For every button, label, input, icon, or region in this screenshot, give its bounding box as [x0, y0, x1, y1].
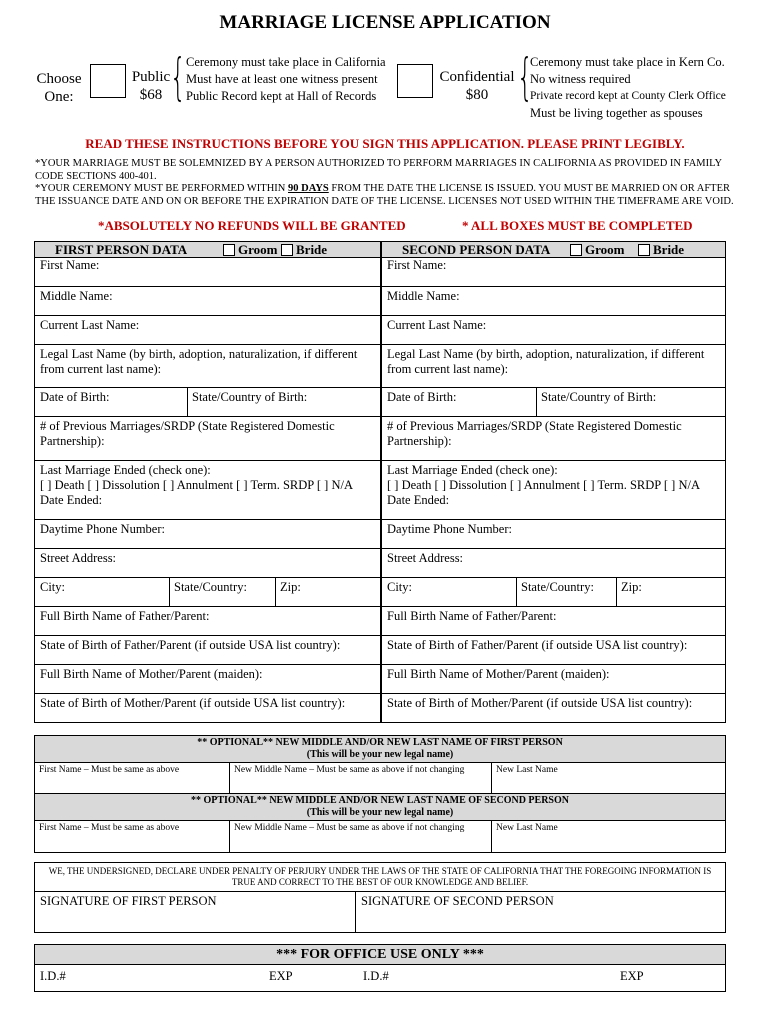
optional-name-section: [34, 735, 726, 853]
street-field-2[interactable]: Street Address:: [380, 549, 725, 577]
phone-row: [35, 520, 725, 549]
optional-subtitle: (This will be your new legal name): [306, 749, 454, 760]
public-bullets: [186, 54, 396, 105]
mother-name-field-2[interactable]: Full Birth Name of Mother/Parent (maiden):: [380, 665, 725, 693]
confidential-price: $80: [465, 87, 489, 103]
prev-marriages-row: [35, 417, 725, 461]
date-ended-label: Date Ended:: [387, 493, 450, 507]
optional-heading-second: [35, 794, 725, 821]
father-state-row: [35, 636, 725, 665]
middle-name-row: [35, 287, 725, 316]
dob-field-2[interactable]: Date of Birth:: [387, 390, 457, 404]
current-last-row: [35, 316, 725, 345]
office-exp-2: EXP: [620, 969, 644, 983]
first-person-title: FIRST PERSON DATA: [55, 241, 188, 257]
legal-last-name-field-2[interactable]: Legal Last Name (by birth, adoption, naturalization, if different from current last name):: [380, 345, 725, 387]
father-state-field-1[interactable]: State of Birth of Father/Parent (if outside USA list country):: [40, 638, 341, 652]
confidential-label: Confidential: [439, 69, 515, 85]
last-marriage-row: [35, 461, 725, 520]
one-label: One:: [44, 89, 74, 105]
first-name-field-1[interactable]: First Name:: [40, 258, 100, 272]
current-last-name-field-2[interactable]: Current Last Name:: [380, 316, 725, 344]
marriage-end-options[interactable]: [ ] Death [ ] Dissolution [ ] Annulment [ ] Term. SRDP [ ] N/A: [40, 478, 353, 492]
last-marriage-label: Last Marriage Ended (check one):: [387, 463, 558, 477]
mother-name-row: [35, 665, 725, 694]
mother-state-field-2[interactable]: State of Birth of Mother/Parent (if outside USA list country):: [380, 694, 725, 722]
legal-last-row: [35, 345, 725, 388]
middle-name-field-1[interactable]: Middle Name:: [40, 289, 113, 303]
public-checkbox[interactable]: [90, 64, 126, 98]
confidential-bullet: Private record kept at County Clerk Office: [530, 90, 726, 102]
new-middle-name-field-2[interactable]: New Middle Name – Must be same as above if not changing: [229, 821, 491, 852]
all-boxes-notice: * ALL BOXES MUST BE COMPLETED: [462, 218, 693, 233]
office-exp-1: EXP: [269, 969, 293, 983]
current-last-name-field-1[interactable]: Current Last Name:: [40, 318, 140, 332]
brace-icon: {: [517, 48, 533, 106]
dob-field-1[interactable]: Date of Birth:: [40, 390, 110, 404]
groom-label: Groom: [238, 241, 278, 257]
father-state-field-2[interactable]: State of Birth of Father/Parent (if outside USA list country):: [380, 636, 725, 664]
new-first-name-field-2[interactable]: First Name – Must be same as above: [39, 823, 180, 833]
last-marriage-label: Last Marriage Ended (check one):: [40, 463, 211, 477]
optional-title: ** OPTIONAL** NEW MIDDLE AND/OR NEW LAST NAME OF FIRST PERSON: [197, 737, 563, 748]
second-person-header: [380, 242, 725, 257]
optional-title: ** OPTIONAL** NEW MIDDLE AND/OR NEW LAST NAME OF SECOND PERSON: [190, 795, 569, 806]
phone-field-2[interactable]: Daytime Phone Number:: [380, 520, 725, 548]
confidential-bullet: Must be living together as spouses: [530, 106, 703, 120]
city-row: [35, 578, 725, 607]
optional-row-first: [35, 763, 725, 794]
birth-cell-1: [35, 388, 380, 416]
new-last-name-field-2[interactable]: New Last Name: [491, 821, 725, 852]
city-cell-2: [380, 578, 725, 606]
form-title: MARRIAGE LICENSE APPLICATION: [219, 12, 551, 33]
signature-second-person[interactable]: SIGNATURE OF SECOND PERSON: [355, 892, 725, 932]
optional-row-second: [35, 821, 725, 852]
state-birth-field-1[interactable]: State/Country of Birth:: [187, 388, 380, 416]
public-bullet: Public Record kept at Hall of Records: [186, 89, 377, 103]
new-middle-name-field-1[interactable]: New Middle Name – Must be same as above if not changing: [229, 763, 491, 793]
first-bride-option[interactable]: [281, 242, 327, 258]
phone-field-1[interactable]: Daytime Phone Number:: [40, 522, 165, 536]
father-name-row: [35, 607, 725, 636]
street-row: [35, 549, 725, 578]
office-id-1: I.D.#: [40, 969, 66, 983]
bride-checkbox[interactable]: [638, 244, 650, 256]
state-birth-field-2[interactable]: State/Country of Birth:: [536, 388, 725, 416]
optional-heading-first: [35, 736, 725, 763]
signature-first-person[interactable]: SIGNATURE OF FIRST PERSON: [40, 894, 217, 908]
office-id-2: I.D.#: [363, 969, 389, 983]
confidential-bullet: Ceremony must take place in Kern Co.: [530, 55, 725, 69]
legal-last-name-field-1[interactable]: Legal Last Name (by birth, adoption, naturalization, if different from current last name):: [40, 347, 358, 376]
father-name-field-2[interactable]: Full Birth Name of Father/Parent:: [380, 607, 725, 635]
person-data-header: [35, 242, 725, 258]
bride-label: Bride: [653, 241, 685, 257]
note-text: *YOUR CEREMONY MUST BE PERFORMED WITHIN: [35, 183, 288, 194]
instructions-heading: READ THESE INSTRUCTIONS BEFORE YOU SIGN THIS APPLICATION. PLEASE PRINT LEGIBLY.: [85, 136, 685, 151]
choose-one-label: [30, 70, 88, 106]
father-name-field-1[interactable]: Full Birth Name of Father/Parent:: [40, 609, 210, 623]
second-bride-option[interactable]: [638, 242, 684, 258]
prev-marriages-field-1[interactable]: # of Previous Marriages/SRDP (State Registered Domestic Partnership):: [40, 419, 335, 448]
prev-marriages-field-2[interactable]: # of Previous Marriages/SRDP (State Registered Domestic Partnership):: [380, 417, 725, 460]
bride-label: Bride: [296, 241, 328, 257]
confidential-option: [436, 68, 518, 104]
birth-cell-2: [380, 388, 725, 416]
declaration-text: WE, THE UNDERSIGNED, DECLARE UNDER PENALTY OF PERJURY UNDER THE LAWS OF THE STATE OF CALIFORNIA THAT THE FOREGOING INFORMATION IS TRUE AND CORRECT TO THE BEST OF OUR KNOWLEDGE AND BELIEF.: [35, 863, 725, 892]
public-bullet: Ceremony must take place in California: [186, 55, 386, 69]
new-first-name-field-1[interactable]: First Name – Must be same as above: [39, 765, 180, 775]
first-person-header: [35, 242, 380, 257]
public-bullet: Must have at least one witness present: [186, 72, 378, 86]
first-groom-option[interactable]: [223, 242, 277, 258]
signature-row: [35, 892, 725, 932]
confidential-bullet: No witness required: [530, 72, 631, 86]
marriage-end-options[interactable]: [ ] Death [ ] Dissolution [ ] Annulment [ ] Term. SRDP [ ] N/A: [387, 478, 700, 492]
declaration-section: [34, 862, 726, 933]
person-data-table: [34, 241, 726, 723]
office-use-row: [35, 965, 725, 991]
new-last-name-field-1[interactable]: New Last Name: [491, 763, 725, 793]
second-groom-option[interactable]: [570, 242, 624, 258]
second-person-title: SECOND PERSON DATA: [402, 241, 551, 257]
zip-field-1[interactable]: Zip:: [275, 578, 380, 606]
city-field-1[interactable]: City:: [40, 580, 66, 594]
note-days: 90 DAYS: [288, 183, 329, 194]
mother-state-row: [35, 694, 725, 722]
city-field-2[interactable]: City:: [387, 580, 413, 594]
bride-checkbox[interactable]: [281, 244, 293, 256]
note-text: FROM THE DATE THE LICENSE IS ISSUED. YOU MUST BE MARRIED ON OR AFTER THE ISSUANCE DATE AND ON OR BEFORE THE EXPIRATION DATE OF THE LICENSE. LICENSES NOT USED WITHIN THE TIMEFRAME ARE VOID.: [35, 183, 734, 207]
middle-name-field-2[interactable]: Middle Name:: [380, 287, 725, 315]
date-ended-label: Date Ended:: [40, 493, 103, 507]
confidential-checkbox[interactable]: [397, 64, 433, 98]
birth-row: [35, 388, 725, 417]
confidential-bullets: [530, 54, 760, 122]
groom-checkbox[interactable]: [223, 244, 235, 256]
mother-name-field-1[interactable]: Full Birth Name of Mother/Parent (maiden):: [40, 667, 263, 681]
note-90-days: [35, 183, 735, 208]
state-country-field-1[interactable]: State/Country:: [169, 578, 275, 606]
groom-label: Groom: [585, 241, 625, 257]
last-marriage-field-2[interactable]: [380, 461, 725, 519]
optional-subtitle: (This will be your new legal name): [306, 807, 454, 818]
office-use-section: [34, 944, 726, 992]
brace-icon: {: [170, 48, 186, 106]
street-field-1[interactable]: Street Address:: [40, 551, 117, 565]
note-solemnized: *YOUR MARRIAGE MUST BE SOLEMNIZED BY A PERSON AUTHORIZED TO PERFORM MARRIAGES IN CALIFORNIA AS PROVIDED IN FAMILY CODE SECTIONS 400-401.: [35, 158, 722, 182]
office-use-heading: *** FOR OFFICE USE ONLY ***: [35, 945, 725, 965]
first-name-row: [35, 258, 725, 287]
city-cell-1: [35, 578, 380, 606]
choose-label: Choose: [36, 71, 82, 87]
first-name-field-2[interactable]: First Name:: [380, 256, 725, 286]
no-refunds-notice: *ABSOLUTELY NO REFUNDS WILL BE GRANTED: [98, 218, 406, 233]
public-label: Public: [131, 69, 171, 85]
groom-checkbox[interactable]: [570, 244, 582, 256]
mother-state-field-1[interactable]: State of Birth of Mother/Parent (if outside USA list country):: [40, 696, 346, 710]
public-price: $68: [139, 87, 163, 103]
state-country-field-2[interactable]: State/Country:: [516, 578, 616, 606]
zip-field-2[interactable]: Zip:: [616, 578, 725, 606]
last-marriage-field-1[interactable]: [35, 461, 380, 519]
public-option: [128, 68, 174, 104]
